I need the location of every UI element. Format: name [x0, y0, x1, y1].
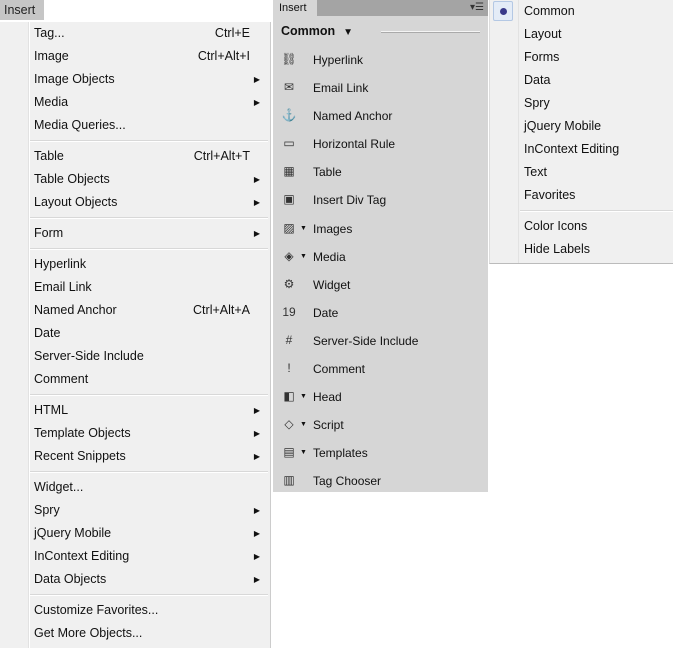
tab-insert[interactable]: Insert — [273, 0, 317, 16]
divider — [381, 31, 480, 33]
shortcut: Ctrl+Alt+A — [193, 303, 250, 317]
menu-item-label: InContext Editing — [34, 549, 130, 563]
category-item-text[interactable] — [490, 161, 673, 184]
submenu-arrow-icon: ▶ — [253, 452, 260, 461]
chevron-down-icon: ▼ — [343, 27, 354, 38]
category-item-incontext-editing[interactable] — [490, 138, 673, 161]
widget-icon: ⚙ — [283, 276, 295, 291]
submenu-arrow-icon: ▶ — [253, 406, 260, 415]
category-item-label: Forms — [524, 50, 560, 64]
email-icon: ✉ — [283, 80, 295, 95]
menu-item-data-objects[interactable] — [0, 568, 270, 591]
panel-item-label: Email Link — [313, 81, 369, 96]
table-icon: ▦ — [283, 164, 295, 179]
menu-item-customize-favorites[interactable] — [0, 599, 270, 622]
head-icon: ◧ — [283, 389, 295, 404]
shortcut: Ctrl+Alt+I — [197, 49, 250, 63]
panel-item-head[interactable] — [273, 383, 488, 411]
category-item-label: Hide Labels — [524, 242, 591, 256]
menu-item-image-objects[interactable] — [0, 68, 270, 91]
menu-item-label: Widget... — [34, 480, 84, 494]
menu-item-label: Get More Objects... — [34, 626, 143, 640]
menu-item-label: Hyperlink — [34, 257, 87, 271]
menu-item-form[interactable] — [0, 222, 270, 245]
menu-item-label: Template Objects — [34, 426, 131, 440]
category-menu — [489, 0, 673, 264]
anchor-icon: ⚓ — [281, 108, 297, 123]
menu-item-label: Table Objects — [34, 172, 110, 186]
panel-item-table[interactable] — [273, 158, 488, 186]
dropdown-arrow-icon[interactable]: ▼ — [300, 393, 307, 401]
script-icon: ◇ — [284, 417, 294, 432]
menu-separator — [0, 245, 270, 253]
panel-item-label: Tag Chooser — [313, 474, 382, 489]
menu-item-label: Spry — [34, 503, 60, 517]
ssi-icon: # — [285, 332, 293, 347]
panel-item-label: Media — [313, 249, 346, 264]
category-item-label: Data — [524, 73, 551, 87]
submenu-arrow-icon: ▶ — [253, 575, 260, 584]
tag-chooser-icon: ▥ — [283, 473, 295, 488]
menu-item-get-more-objects[interactable] — [0, 622, 270, 645]
panel-item-script[interactable] — [273, 411, 488, 439]
insert-menu — [0, 22, 271, 648]
panel-item-label: Templates — [313, 446, 368, 461]
menu-item-tag[interactable] — [0, 22, 270, 45]
category-item-label: Spry — [524, 96, 550, 110]
panel-item-server-side-include[interactable] — [273, 327, 488, 355]
panel-item-label: Widget — [313, 277, 351, 292]
menu-item-image[interactable] — [0, 45, 270, 68]
menu-item-label: Server-Side Include — [34, 349, 144, 363]
menu-item-date[interactable] — [0, 322, 270, 345]
panel-item-label: Images — [313, 221, 353, 236]
category-label: Common — [281, 24, 336, 38]
panel-item-templates[interactable] — [273, 439, 488, 467]
category-item-forms[interactable] — [490, 46, 673, 69]
div-tag-icon: ▣ — [283, 192, 295, 207]
panel-item-comment[interactable] — [273, 355, 488, 383]
menu-item-media[interactable] — [0, 91, 270, 114]
panel-options-icon[interactable]: ▾☰ — [470, 2, 484, 13]
menu-item-named-anchor[interactable] — [0, 299, 270, 322]
panel-item-label: Table — [313, 165, 342, 180]
menu-item-label: Media — [34, 95, 69, 109]
category-dropdown[interactable] — [273, 16, 488, 46]
panel-item-label: Horizontal Rule — [313, 137, 396, 152]
panel-item-label: Hyperlink — [313, 53, 364, 67]
comment-icon: ! — [287, 361, 291, 376]
menu-item-label: Media Queries... — [34, 118, 126, 132]
menu-item-table-objects[interactable] — [0, 168, 270, 191]
panel-item-images[interactable] — [273, 215, 488, 243]
menu-item-incontext-editing[interactable] — [0, 545, 270, 568]
menu-item-label: Recent Snippets — [34, 449, 126, 463]
insert-menu-title[interactable]: Insert — [0, 0, 44, 20]
horizontal-rule-icon: ▭ — [283, 136, 295, 151]
category-item-hide-labels[interactable] — [490, 238, 673, 261]
media-icon: ◈ — [284, 248, 294, 263]
menu-item-hyperlink[interactable] — [0, 253, 270, 276]
submenu-arrow-icon: ▶ — [253, 198, 260, 207]
category-item-label: InContext Editing — [524, 142, 620, 156]
panel-item-media[interactable] — [273, 243, 488, 271]
panel-item-email-link[interactable] — [273, 74, 488, 102]
menu-separator — [0, 591, 270, 599]
menu-item-label: Form — [34, 226, 64, 240]
category-item-jquery-mobile[interactable] — [490, 115, 673, 138]
menu-item-layout-objects[interactable] — [0, 191, 270, 214]
dropdown-arrow-icon[interactable]: ▼ — [300, 252, 307, 260]
panel-item-widget[interactable] — [273, 271, 488, 299]
panel-item-label: Head — [313, 390, 342, 405]
calendar-icon: 19 — [282, 304, 296, 319]
menu-item-label: Date — [34, 326, 61, 340]
menu-separator — [0, 214, 270, 222]
menu-item-media-queries[interactable] — [0, 114, 270, 137]
panel-item-label: Insert Div Tag — [313, 193, 387, 208]
menu-item-label: Image — [34, 49, 69, 63]
menu-item-label: Layout Objects — [34, 195, 118, 209]
menu-item-label: HTML — [34, 403, 69, 417]
panel-item-label: Script — [313, 418, 344, 433]
menu-item-label: Email Link — [34, 280, 92, 294]
radio-selected-icon — [493, 1, 513, 21]
category-item-common[interactable] — [490, 0, 673, 23]
panel-item-label: Server-Side Include — [313, 333, 419, 348]
dropdown-arrow-icon[interactable]: ▼ — [300, 421, 307, 429]
category-item-label: Color Icons — [524, 219, 588, 233]
submenu-arrow-icon: ▶ — [253, 98, 260, 107]
submenu-arrow-icon: ▶ — [253, 529, 260, 538]
category-item-label: Layout — [524, 27, 562, 41]
menu-item-recent-snippets[interactable] — [0, 445, 270, 468]
menu-item-label: Customize Favorites... — [34, 603, 159, 617]
panel-item-hyperlink[interactable] — [273, 46, 488, 74]
menu-item-label: Data Objects — [34, 572, 107, 586]
panel-tab-bar — [273, 0, 488, 16]
panel-item-named-anchor[interactable] — [273, 102, 488, 130]
menu-item-widget[interactable] — [0, 476, 270, 499]
menu-item-table[interactable] — [0, 145, 270, 168]
templates-icon: ▤ — [283, 445, 295, 460]
menu-item-label: Tag... — [34, 26, 65, 40]
panel-item-label: Comment — [313, 362, 366, 377]
category-item-data[interactable] — [490, 69, 673, 92]
submenu-arrow-icon: ▶ — [253, 75, 260, 84]
menu-separator — [0, 137, 270, 145]
menu-item-spry[interactable] — [0, 499, 270, 522]
menu-item-label: Comment — [34, 372, 89, 386]
dropdown-arrow-icon[interactable]: ▼ — [300, 449, 307, 457]
panel-item-insert-div-tag[interactable] — [273, 186, 488, 214]
insert-panel — [273, 0, 488, 492]
panel-item-tag-chooser[interactable] — [273, 467, 488, 495]
menu-item-email-link[interactable] — [0, 276, 270, 299]
panel-item-horizontal-rule[interactable] — [273, 130, 488, 158]
category-item-label: Favorites — [524, 188, 576, 202]
menu-item-label: Named Anchor — [34, 303, 117, 317]
panel-item-date[interactable] — [273, 299, 488, 327]
category-item-layout[interactable] — [490, 23, 673, 46]
submenu-arrow-icon: ▶ — [253, 429, 260, 438]
shortcut: Ctrl+E — [214, 26, 250, 40]
shortcut: Ctrl+Alt+T — [193, 149, 250, 163]
menu-item-template-objects[interactable] — [0, 422, 270, 445]
category-item-spry[interactable] — [490, 92, 673, 115]
submenu-arrow-icon: ▶ — [253, 175, 260, 184]
menu-item-html[interactable] — [0, 399, 270, 422]
category-item-label: Text — [524, 165, 547, 179]
category-item-label: Common — [524, 4, 575, 18]
image-icon: ▨ — [283, 220, 295, 235]
submenu-arrow-icon: ▶ — [253, 506, 260, 515]
category-item-label: jQuery Mobile — [524, 119, 602, 133]
menu-item-label: Table — [34, 149, 64, 163]
menu-separator — [0, 468, 270, 476]
menu-item-label: jQuery Mobile — [34, 526, 112, 540]
menu-item-label: Image Objects — [34, 72, 115, 86]
menu-item-server-side-include[interactable] — [0, 345, 270, 368]
panel-item-label: Named Anchor — [313, 109, 393, 124]
menu-separator — [490, 207, 673, 215]
menu-separator — [0, 391, 270, 399]
submenu-arrow-icon: ▶ — [253, 229, 260, 238]
hyperlink-icon: ⛓ — [281, 52, 297, 66]
category-item-favorites[interactable] — [490, 184, 673, 207]
menu-item-comment[interactable] — [0, 368, 270, 391]
category-item-color-icons[interactable] — [490, 215, 673, 238]
panel-item-label: Date — [313, 305, 339, 320]
menu-item-jquery-mobile[interactable] — [0, 522, 270, 545]
dropdown-arrow-icon[interactable]: ▼ — [300, 224, 307, 232]
submenu-arrow-icon: ▶ — [253, 552, 260, 561]
